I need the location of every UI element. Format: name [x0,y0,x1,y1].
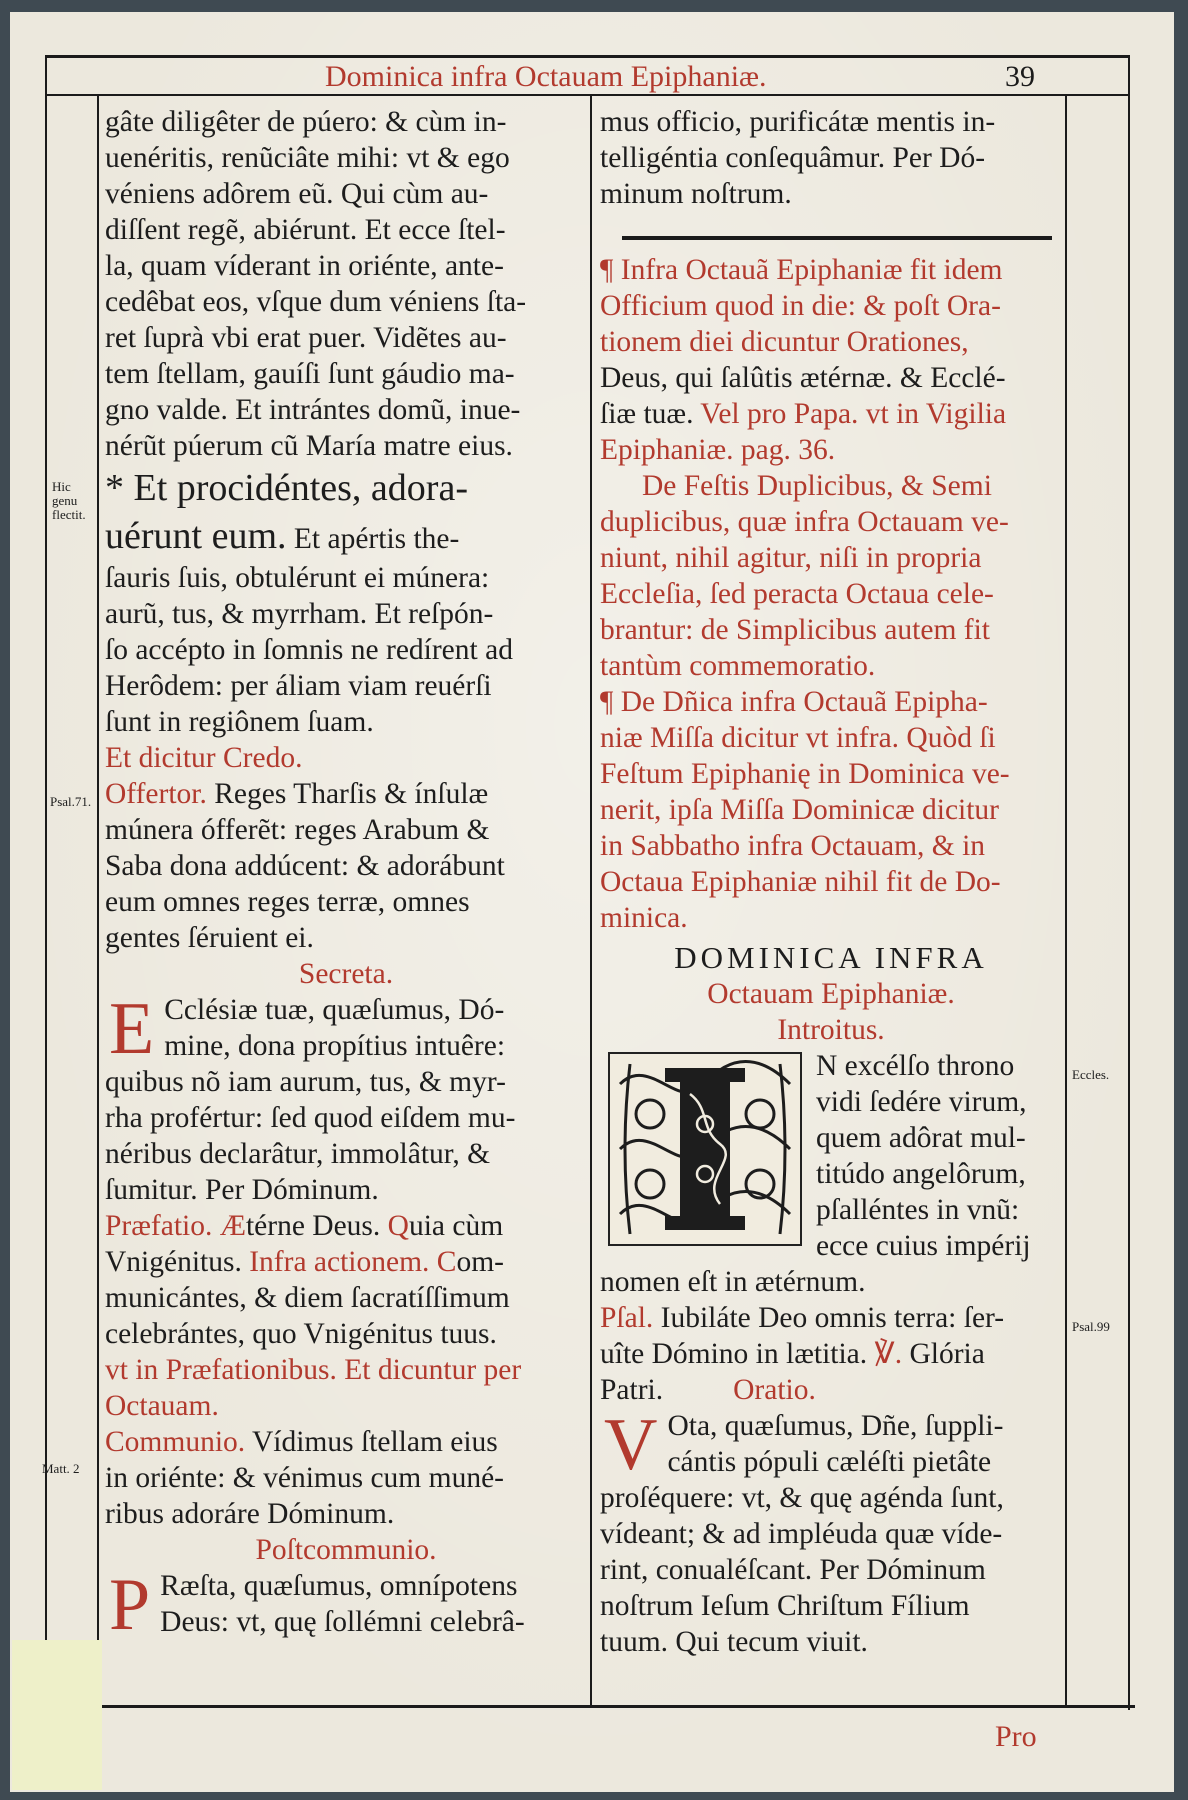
text-span: Vídimus ſtellam eius [245,1426,498,1458]
text-line: tantùm commemoratio. [600,650,876,682]
text-line: brantur: de Simplicibus autem fit [600,614,990,646]
text-line [600,684,1062,720]
margin-note-psal99: Psal.99 [1072,1319,1110,1334]
text-line: gâte diligêter de púero: & cùm in- [105,106,507,138]
postcommunio-dropcap: P [109,1564,151,1646]
margin-note-eccles: Eccles. [1072,1067,1110,1082]
secreta-dropcap: E [109,988,155,1070]
quia-initial: Q [387,1210,409,1242]
text-line: Ota, quæſumus, Dñe, ſuppli- [667,1410,1004,1442]
text-line: municántes, & diem ſacratíſſimum [105,1282,510,1314]
postcommunio-block [105,1564,587,1646]
text-line: De Feſtis Duplicibus, & Semi [642,470,992,502]
oratio-block [600,1404,1062,1660]
outer-right-rule [1128,55,1130,1710]
text-line: ecce cuius impérij [816,1230,1031,1262]
offertory-line [105,776,587,812]
bottom-rule [95,1705,1135,1708]
infra-actionem-label: Infra actionem. C [241,1246,457,1278]
text-line: ſauris ſuis, obtulérunt ei múnera: [105,562,490,594]
text-span: om- [456,1246,504,1278]
text-line: uenéritis, renũciâte mihi: vt & ego [105,142,510,174]
rubric-sunday-mass [600,684,1062,936]
text-span: térne Deus. [245,1210,381,1242]
catchword: Pro [995,1720,1037,1753]
text-line: vídeant; & ad impléuda quæ víde- [600,1518,1003,1550]
text-line: cedêbat eos, vſque dum véniens ſta- [105,286,527,318]
genuflect-line: * Et procidéntes, adora- [105,467,468,509]
text-line: mine, dona propítius intuêre: [164,1030,506,1062]
text-line: cántis pópuli cæléſti pietâte [667,1446,992,1478]
credo-rubric: Et dicitur Credo. [105,742,303,774]
oratio-dropcap: V [604,1404,658,1486]
text-line: Ræſta, quæſumus, omnípotens [160,1570,518,1602]
text-line: minum noſtrum. [600,178,792,210]
text-span: Et apértis the- [286,523,460,555]
secreta-heading: Secreta. [298,958,394,990]
text-line: gno valde. Et intrántes domũ, inue- [105,394,521,426]
rubric-feasts [600,468,1062,684]
text-line: niæ Miſſa dicitur vt infra. Quòd ſi [600,722,996,754]
offertory-label: Offertor. [105,778,207,810]
text-line: ribus adoráre Dóminum. [105,1498,395,1530]
ornamental-initial-i [608,1052,802,1246]
secreta-block [105,988,587,1208]
text-line: múnera ófferẽt: reges Arabum & [105,814,490,846]
floral-ornament-icon [610,1054,800,1244]
text-line: eum omnes reges terræ, omnes [105,886,470,918]
text-line: in Sabbatho infra Octauam, & in [600,830,986,862]
text-line: quibus nõ iam aurum, tus, & myr- [105,1066,506,1098]
rubric-octave-office [600,252,1062,360]
postcommunio-heading: Poſtcommunio. [255,1534,437,1566]
text-line: Herôdem: per áliam viam reuérſi [105,670,492,702]
text-line: Deus, qui ſalûtis ætérnæ. & Ecclé- [600,362,1006,394]
text-line: proſéquere: vt, & quę agénda ſunt, [600,1482,1004,1514]
text-line [600,252,1062,288]
text-line: nerit, ipſa Miſſa Dominicæ dicitur [600,794,999,826]
text-span: uia cùm [408,1210,504,1242]
introit-block [600,1048,1062,1264]
center-rule [590,94,592,1706]
text-line: tionem diei dicuntur Orationes, [600,326,969,358]
text-line: ſo accépto in ſomnis ne redírent ad [105,634,513,666]
text-line: tuum. Qui tecum viuit. [600,1626,868,1658]
text-line: quem adôrat mul- [816,1122,1026,1154]
text-line: celebrántes, quo Vnigénitus tuus. [105,1318,497,1350]
patri-line [600,1372,1062,1408]
genuflect-big-text: uérunt eum. [105,515,287,557]
text-line: telligéntia conſequâmur. Per Dó- [600,142,986,174]
gospel-text [105,104,587,464]
introitus-heading: Introitus. [777,1014,885,1046]
mass-subtitle: Octauam Epiphaniæ. [707,978,955,1010]
text-span: Vel pro Papa. vt in Vigilia [693,398,1007,430]
infra-actionem-line [105,1244,587,1280]
text-line: Epiphaniæ. pag. 36. [600,434,836,466]
text-line: diſſent regẽ, abiérunt. Et ecce ſtel- [105,214,506,246]
top-rule [45,55,1130,58]
right-rule [1065,94,1067,1706]
margin-note-matt2: Matt. 2 [42,1461,80,1476]
text-line: ſunt in regiônem ſuam. [105,706,374,738]
text-line: niunt, nihil agitur, niſi in propria [600,542,982,574]
left-column [105,104,587,1646]
text-line: véniens adôrem eũ. Qui cùm au- [105,178,489,210]
pilcrow-icon: ¶ [600,686,621,718]
text-line: titúdo angelôrum, [816,1158,1026,1190]
text-line: gentes ſéruient ei. [105,922,314,954]
text-line: rint, conualéſcant. Per Dóminum [600,1554,986,1586]
communio-label: Communio. [105,1426,246,1458]
psalm-line [600,1300,1062,1336]
text-span: Patri. [600,1374,664,1406]
right-column [600,104,1062,1660]
text-span: De Dñica infra Octauã Epipha- [620,686,988,718]
text-line: in oriénte: & vénimus cum muné- [105,1462,504,1494]
text-line: nomen eſt in ætérnum. [600,1266,866,1298]
text-line: ſumitur. Per Dóminum. [105,1174,379,1206]
text-span: uîte Dómino in lætitia. [600,1338,868,1370]
text-line: mus officio, purificátæ mentis in- [600,106,996,138]
page-number: 39 [1005,60,1035,93]
pilcrow-icon: ¶ [600,254,621,286]
text-line: la, quam víderant in oriénte, ante- [105,250,504,282]
mass-title: DOMINICA INFRA [674,940,988,975]
text-line: pſalléntes in vnũ: [816,1194,1020,1226]
praefatio-line [105,1208,587,1244]
text-line: Officium quod in die: & poſt Ora- [600,290,1001,322]
text-line: duplicibus, quæ infra Octauam ve- [600,506,1009,538]
text-span: Glória [902,1338,985,1370]
inner-left-rule [97,94,99,1706]
text-span: Iubiláte Deo omnis terra: ſer- [653,1302,1005,1334]
running-title: Dominica infra Octauam Epiphaniæ. [325,60,767,93]
praefationibus-rubric: vt in Præfationibus. Et dicuntur per [105,1354,522,1386]
text-line: rha profértur: ſed quod eiſdem mu- [105,1102,516,1134]
psalm-line-2 [600,1336,1062,1372]
genuflect-line-2 [105,512,587,560]
margin-note-genuflect: Hic genu flectit. [52,479,86,522]
text-line: ret ſuprà vbi erat puer. Vidẽtes au- [105,322,507,354]
communio-line [105,1424,587,1460]
text-span: ſiæ tuæ. [600,398,694,430]
spacer [600,212,1062,252]
text-line: nérũt púerum cũ María matre eius. [105,430,513,462]
praefatio-label: Præfatio. Æ [105,1210,246,1242]
paper-tab [12,1640,102,1790]
text-line: N excélſo throno [816,1050,1015,1082]
text-line: Cclésiæ tuæ, quæſumus, Dó- [164,994,505,1026]
text-span: Infra Octauã Epiphaniæ fit idem [620,254,1003,286]
text-line: Eccleſia, ſed peracta Octaua cele- [600,578,994,610]
text-line: Deus: vt, quę ſollémni celebrâ- [160,1606,525,1638]
text-line: noſtrum Ieſum Chriſtum Fílium [600,1590,970,1622]
oratio-heading: Oratio. [733,1374,816,1406]
text-line: Saba dona addúcent: & adorábunt [105,850,505,882]
text-line: aurũ, tus, & myrrham. Et reſpón- [105,598,494,630]
text-span: Vnigénitus. [105,1246,242,1278]
text-line [600,396,1062,432]
text-line: Octaua Epiphaniæ nihil fit de Do- [600,866,1001,898]
psal-label: Pſal. [600,1302,654,1334]
margin-note-psal71: Psal.71. [50,794,92,809]
text-line: néribus declarâtur, immolâtur, & [105,1138,491,1170]
text-line: vidi ſedére virum, [816,1086,1027,1118]
octauam-rubric: Octauam. [105,1390,219,1422]
header-rule [45,94,1130,96]
text-line: minica. [600,902,688,934]
versicle-icon: ℣. [867,1338,903,1370]
text-line: tem ſtellam, gauíſi ſunt gáudio ma- [105,358,515,390]
text-span: Reges Tharſis & ínſulæ [206,778,489,810]
text-line: Feſtum Epiphanię in Dominica ve- [600,758,1010,790]
